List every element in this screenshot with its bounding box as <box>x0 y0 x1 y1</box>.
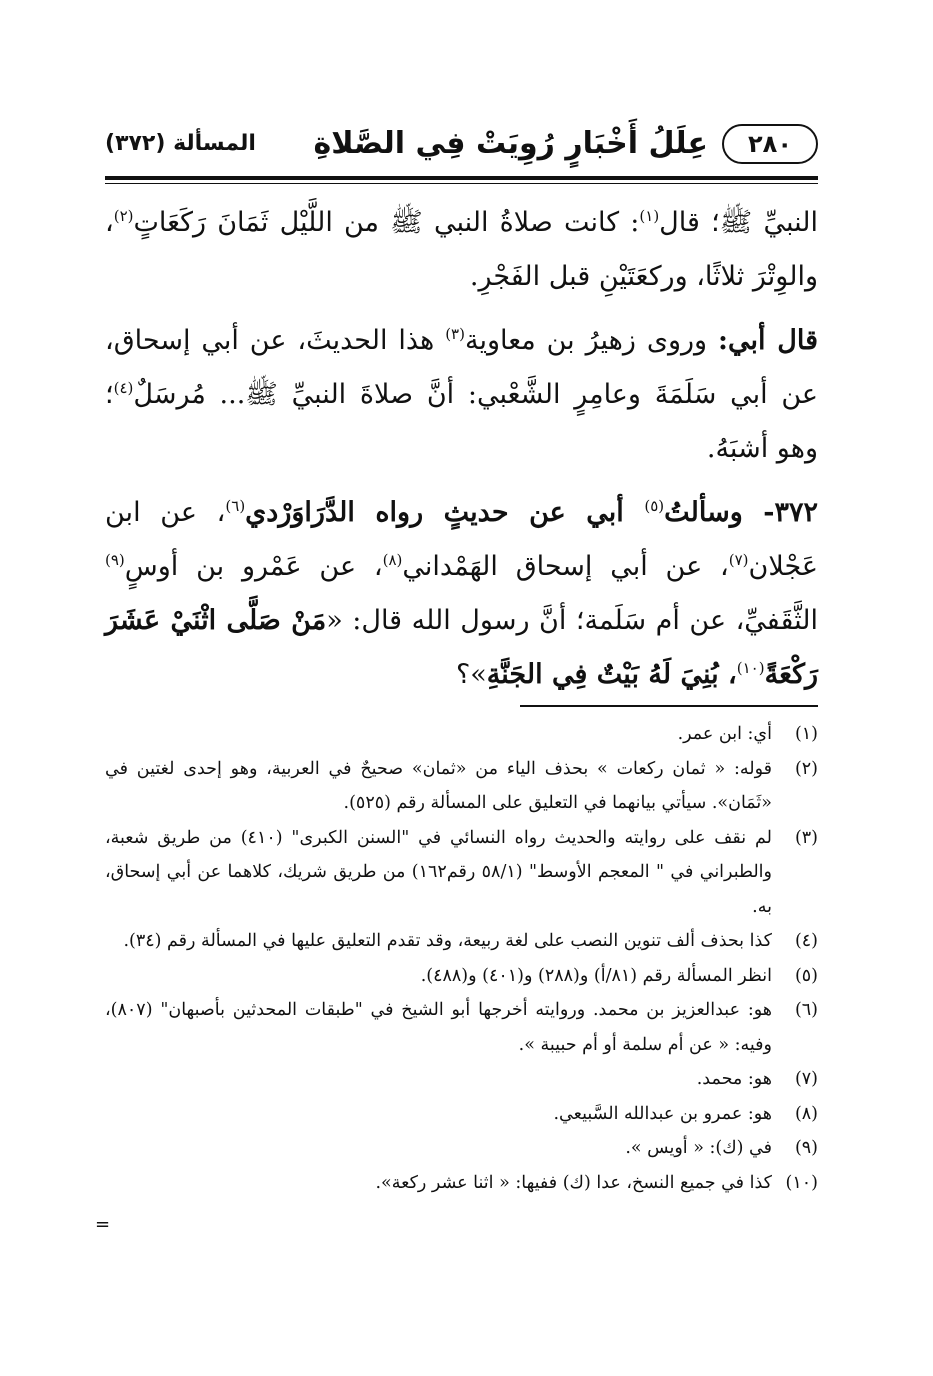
hadith-text: مَنْ صَلَّى اثْنَيْ عَشَرَ رَكْعَةً <box>105 605 818 690</box>
footnote-text: هو: عبدالعزيز بن محمد. وروايته أخرجها أبو الشيخ في "طبقات المحدثين بأصبهان" (٨٠٧)، وفيه: « عن أم سلمة أو أم حبيبة ». <box>105 1000 772 1055</box>
footnote-item <box>105 1097 818 1132</box>
footnote-text: لم نقف على روايته والحديث رواه النسائي في "السنن الكبرى" (٤١٠) من طريق شعبة، والطبراني في " المعجم الأوسط" (٥٨/١ رقم١٦٢) من طريق شريك، كلاهما عن أبي إسحاق، به. <box>105 827 772 917</box>
footnote-number: (٣) <box>794 827 818 848</box>
text-run: ، عن ابن عَجْلان <box>105 497 819 582</box>
footnote-ref: (٤) <box>113 379 134 397</box>
footnote-item <box>105 1062 818 1097</box>
footnote-text: في (ك): « أويس ». <box>625 1138 772 1158</box>
main-text <box>105 196 818 702</box>
footnote-item <box>105 717 818 752</box>
header-rule <box>105 176 818 180</box>
text-run: : كانت صلاةُ النبي ﷺ من اللَّيْل ثَمَانَ رَكَعَاتٍ <box>133 207 640 238</box>
text-run: الثَّقَفيِّ، عن أم سَلَمة؛ أنَّ رسول الله قال: « <box>326 605 818 636</box>
footnote-ref: (٧) <box>728 551 749 569</box>
paragraph-3 <box>105 486 818 702</box>
book-title: عِلَلُ أَخْبَارٍ رُوِيَتْ فِي الصَّلاةِ <box>313 126 708 161</box>
footnote-ref: (٥) <box>644 497 665 515</box>
paragraph-2 <box>105 314 818 476</box>
footnote-number: (٧) <box>794 1069 818 1089</box>
paragraph-1 <box>105 196 818 304</box>
footnote-text: كذا بحذف ألف تنوين النصب على لغة ربيعة، وقد تقدم التعليق عليها في المسألة رقم (٣٤). <box>123 931 772 951</box>
footnote-item <box>105 752 818 821</box>
paragraph-lead: قال أبي: <box>718 325 818 356</box>
running-header <box>105 118 818 174</box>
footnote-number: (١٠) <box>785 1172 818 1193</box>
footnote-ref: (٨) <box>382 551 403 569</box>
footnote-text: هو: عمرو بن عبدالله السَّبيعي. <box>553 1103 772 1124</box>
footnotes-list <box>105 717 818 1200</box>
footnote-item <box>105 1131 818 1166</box>
footnote-number: (٤) <box>794 931 818 951</box>
footnote-ref: (١) <box>639 207 660 225</box>
footnote-ref: (١٠) <box>736 659 765 677</box>
footnote-number: (٥) <box>794 965 818 986</box>
footnote-item <box>105 924 818 959</box>
text-run: ، عن عَمْرو بن أوسٍ <box>124 551 383 582</box>
footnote-item <box>105 1166 818 1201</box>
text-run: ، عن أبي إسحاق الهَمْداني <box>402 551 729 582</box>
footnote-number: (٦) <box>794 1000 818 1020</box>
footnote-text: قوله: « ثمان ركعات » بحذف الياء من «ثمان» صحيحٌ في العربية، وهو إحدى لغتين في «ثَمَان». سيأتي بيانهما في التعليق على المسألة رقم (٥٢٥). <box>105 758 772 813</box>
hadith-text: ، بُنِيَ لَهُ بَيْتٌ فِي الجَنَّةِ <box>486 659 737 690</box>
footnote-item <box>105 993 818 1062</box>
header-rule-thin <box>105 183 818 184</box>
footnote-text: أي: ابن عمر. <box>677 724 772 744</box>
footnote-item <box>105 821 818 925</box>
footnote-separator <box>520 705 818 707</box>
text-run: النبيِّ ﷺ؛ قال <box>659 207 818 238</box>
page-number-badge: ٢٨٠ <box>722 124 818 164</box>
text-run: هذا الحديثَ، عن أبي إسحاق، عن أبي سَلَمَةَ وعامِرٍ الشَّعْبي: أنَّ صلاةَ النبيِّ ﷺ... مُرسَلٌ <box>105 325 818 410</box>
text-run: ؛ وهو أشبَهُ. <box>105 379 818 464</box>
footnote-number: (١) <box>794 724 818 744</box>
continuation-mark: = <box>95 1214 111 1235</box>
footnote-ref: (٢) <box>113 207 134 225</box>
text-run: »؟ <box>455 659 487 690</box>
issue-number-lead: ٣٧٢- وسألتُ <box>664 497 818 528</box>
footnote-ref: (٩) <box>105 551 125 569</box>
text-run: ، والوِتْرَ ثلاثًا، وركعَتَيْنِ قبل الفَجْرِ. <box>105 207 818 292</box>
footnote-item <box>105 959 818 994</box>
footnote-text: هو: محمد. <box>696 1069 772 1089</box>
text-run: أبي عن حديثٍ رواه الدَّرَاوَرْدي <box>245 497 645 528</box>
issue-label: المسألة (٣٧٢) <box>105 131 256 156</box>
footnote-number: (٢) <box>794 758 818 779</box>
footnote-number: (٩) <box>794 1138 818 1158</box>
footnote-ref: (٦) <box>225 497 246 515</box>
footnote-text: كذا في جميع النسخ، عدا (ك) ففيها: « اثنا عشر ركعة». <box>375 1172 772 1193</box>
footnote-number: (٨) <box>794 1103 818 1124</box>
footnote-ref: (٣) <box>445 325 465 343</box>
text-run: وروى زهيرُ بن معاوية <box>464 325 719 356</box>
footnote-text: انظر المسألة رقم (٨١/أ) و(٢٨٨) و(٤٠١) و(٤٨٨). <box>420 965 772 986</box>
